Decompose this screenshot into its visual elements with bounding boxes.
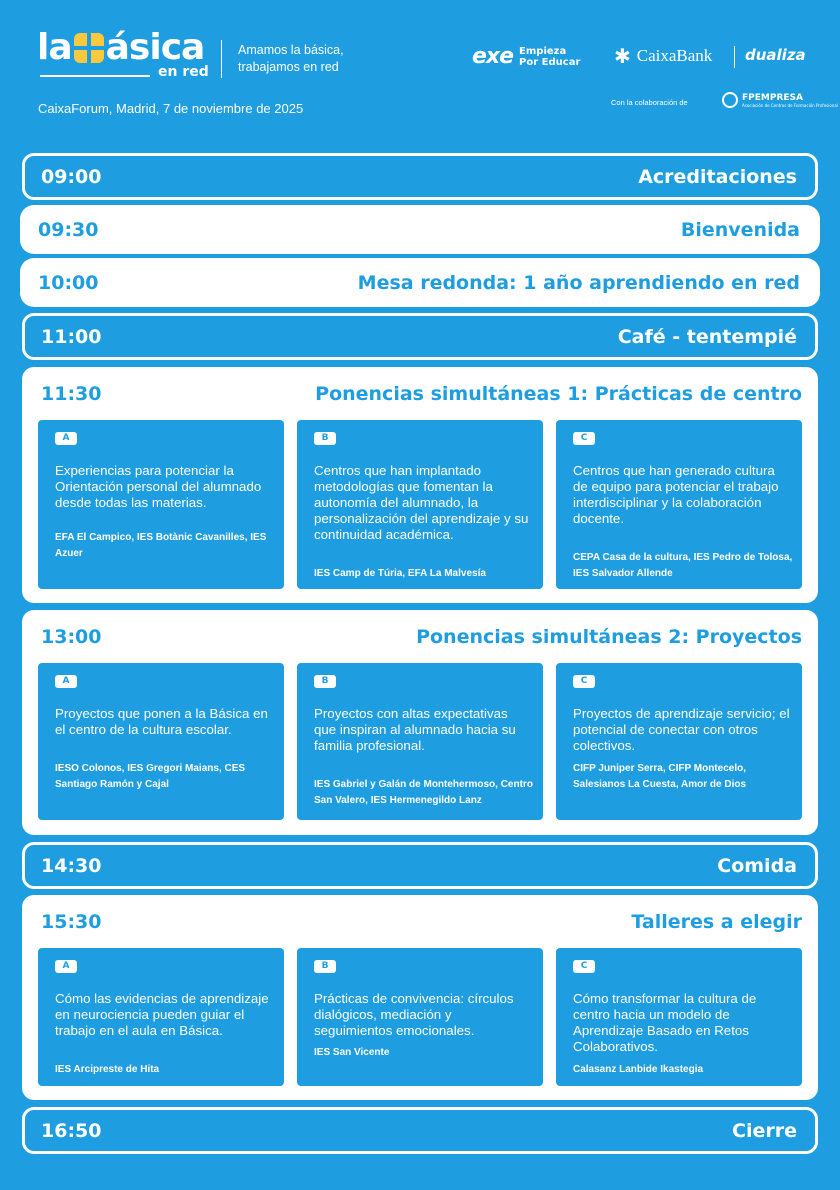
session-badge: B	[314, 432, 336, 445]
caixabank-star-icon: ✱	[614, 44, 631, 68]
schedule-time: 11:00	[41, 325, 102, 348]
exe-mark: exe	[472, 44, 514, 69]
fpempresa-name: FPEMPRESA	[742, 92, 803, 103]
schedule-title: Bienvenida	[680, 218, 800, 241]
session-centers: IES Gabriel y Galán de Montehermoso, Centro San Valero, IES Hermenegildo Lanz	[314, 779, 533, 806]
session-centers: CIFP Juniper Serra, CIFP Montecelo, Salesianos La Cuesta, Amor de Dios	[573, 763, 747, 790]
section-time: 11:30	[41, 383, 102, 405]
schedule-title: Acreditaciones	[638, 165, 797, 188]
session-centers: EFA El Campico, IES Botànic Cavanilles, IES Azuer	[55, 532, 267, 559]
session-card-c	[556, 420, 802, 589]
schedule-item-1100	[22, 313, 818, 360]
sponsor-divider	[734, 46, 735, 68]
schedule-item-1430	[22, 842, 818, 889]
session-description: Proyectos que ponen a la Básica en el centro de la cultura escolar.	[55, 706, 268, 737]
logo-text-left: la	[37, 27, 72, 68]
session-centers: Calasanz Lanbide Ikastegia	[573, 1064, 704, 1075]
session-badge: A	[55, 675, 77, 688]
session-centers: IESO Colonos, IES Gregori Maians, CES Santiago Ramón y Cajal	[55, 763, 246, 790]
schedule-time: 14:30	[41, 854, 102, 877]
section-title: Talleres a elegir	[631, 911, 802, 933]
session-description: Proyectos de aprendizaje servicio; el potencial de conectar con otros colectivos.	[573, 706, 790, 753]
session-badge: C	[573, 960, 595, 973]
schedule-section-1300	[22, 610, 818, 835]
cube-icon	[74, 33, 104, 63]
schedule-title: Cierre	[732, 1119, 797, 1142]
schedule-item-1000	[22, 260, 818, 305]
session-badge: C	[573, 432, 595, 445]
exe-line-2: Por Educar	[519, 56, 581, 68]
session-description: Centros que han generado cultura de equipo para potenciar el trabajo interdisciplinar y la colaboración docente.	[573, 463, 779, 526]
schedule-title: Café - tentempié	[617, 325, 797, 348]
session-badge: B	[314, 675, 336, 688]
event-info: CaixaForum, Madrid, 7 de noviembre de 2025	[38, 101, 304, 116]
logo-subtitle: en red	[158, 64, 209, 80]
section-time: 15:30	[41, 911, 102, 933]
fpempresa-logo	[722, 92, 838, 108]
schedule-item-0900	[22, 153, 818, 200]
header-divider	[221, 40, 222, 78]
session-description: Cómo transformar la cultura de centro hacia un modelo de Aprendizaje Basado en Retos Colaborativos.	[573, 991, 757, 1054]
session-centers: IES Arcipreste de Hita	[55, 1064, 160, 1075]
session-centers: IES San Vicente	[314, 1047, 390, 1058]
session-card-b	[297, 420, 543, 589]
session-card-a	[38, 663, 284, 820]
session-badge: A	[55, 432, 77, 445]
session-card-b	[297, 663, 543, 820]
collaboration-label: Con la colaboración de	[611, 98, 688, 107]
fpempresa-subtitle: Asociación de Centros de Formación Profesional	[742, 102, 838, 108]
sponsor-dualiza-logo: dualiza	[745, 46, 806, 64]
schedule-item-0930	[22, 207, 818, 252]
session-description: Experiencias para potenciar la Orientación personal del alumnado desde todas las materias.	[55, 463, 262, 510]
session-centers: IES Camp de Túria, EFA La Malvesía	[314, 568, 486, 579]
session-card-a	[38, 420, 284, 589]
logo-text-right: ásica	[105, 27, 205, 68]
sponsor-exe-logo	[472, 44, 580, 69]
schedule-time: 09:30	[38, 218, 99, 241]
session-centers: CEPA Casa de la cultura, IES Pedro de Tolosa, IES Salvador Allende	[573, 552, 793, 579]
section-time: 13:00	[41, 626, 102, 648]
session-card-c	[556, 663, 802, 820]
session-card-a	[38, 948, 284, 1086]
session-card-c	[556, 948, 802, 1086]
fpempresa-ring-icon	[722, 92, 738, 108]
exe-text	[519, 46, 580, 68]
session-badge: C	[573, 675, 595, 688]
tagline	[238, 42, 344, 76]
schedule-time: 16:50	[41, 1119, 102, 1142]
schedule-section-1130	[22, 367, 818, 603]
schedule-title: Comida	[717, 854, 797, 877]
session-badge: B	[314, 960, 336, 973]
session-badge: A	[55, 960, 77, 973]
section-title: Ponencias simultáneas 1: Prácticas de centro	[315, 383, 802, 405]
tagline-line-1: Amamos la básica,	[238, 43, 344, 57]
sponsor-caixabank-logo	[614, 44, 712, 68]
caixabank-name: CaixaBank	[636, 46, 713, 65]
section-title: Ponencias simultáneas 2: Proyectos	[416, 626, 802, 648]
schedule-time: 10:00	[38, 271, 99, 294]
schedule-title: Mesa redonda: 1 año aprendiendo en red	[357, 271, 800, 294]
session-description: Centros que han implantado metodologías que fomentan la autonomía del alumnado, la personalización del aprendizaje y su continuidad académica.	[314, 463, 529, 542]
exe-line-1: Empieza	[519, 45, 567, 57]
schedule-section-1530	[22, 895, 818, 1100]
session-description: Prácticas de convivencia: círculos dialógicos, mediación y seguimientos emocionales.	[314, 991, 514, 1038]
logo-underline	[40, 75, 150, 77]
schedule-time: 09:00	[41, 165, 102, 188]
session-card-b	[297, 948, 543, 1086]
session-description: Cómo las evidencias de aprendizaje en neurociencia pueden guiar el trabajo en el aula en Básica.	[55, 991, 269, 1038]
header	[0, 0, 840, 150]
session-description: Proyectos con altas expectativas que inspiran al alumnado hacia su familia profesional.	[314, 706, 516, 753]
schedule-item-1650	[22, 1107, 818, 1154]
tagline-line-2: trabajamos en red	[238, 60, 339, 74]
